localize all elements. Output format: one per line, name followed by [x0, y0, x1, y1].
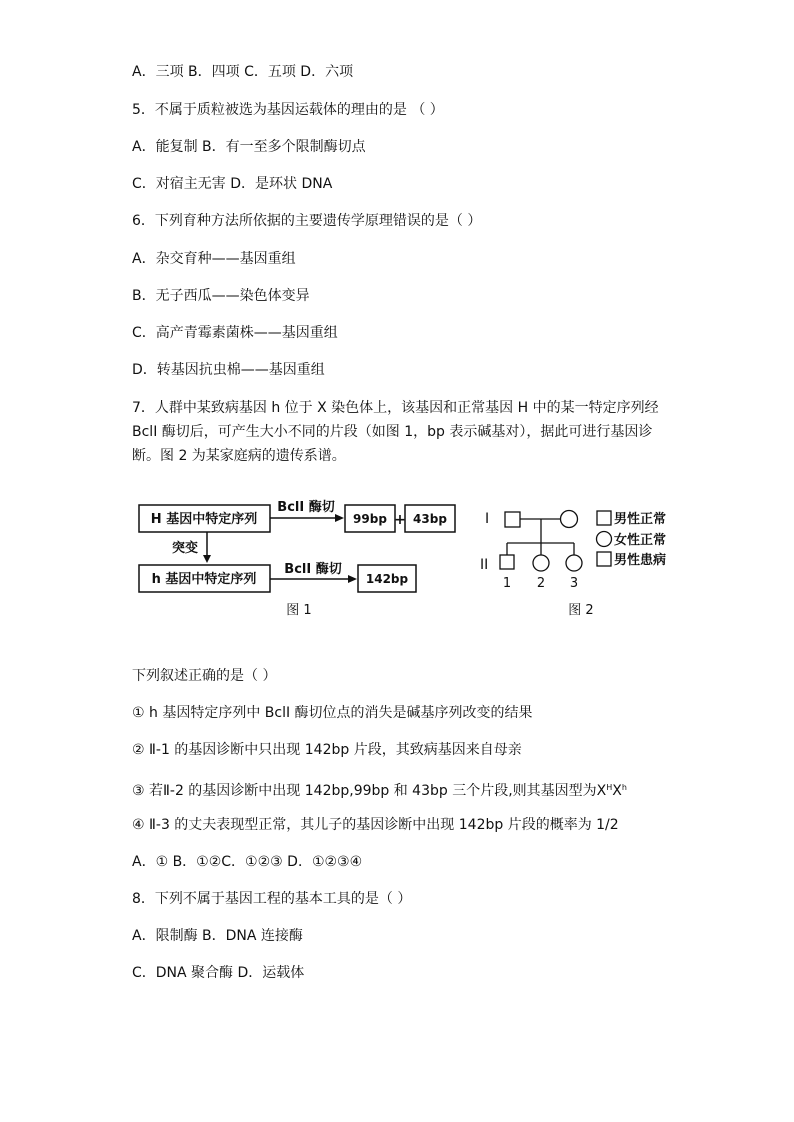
q4-options: A．三项 B．四项 C．五项 D．六项: [132, 64, 354, 80]
fragment-142bp-label: 142bp: [365, 572, 409, 586]
fragment-43bp-label: 43bp: [413, 512, 447, 526]
figure-2-pedigree: [480, 511, 666, 619]
legend-male-normal-symbol: [597, 511, 611, 525]
q7-statement-4: ④ Ⅱ-3 的丈夫表现型正常，其儿子的基因诊断中出现 142bp 片段的概率为 1/2: [132, 817, 619, 833]
h-mutant-sequence-label: h 基因中特定序列: [151, 572, 257, 587]
q7-genotype-sup-2: h: [621, 783, 627, 792]
q7-statement-1: ① h 基因特定序列中 BclI 酶切位点的消失是碱基序列改变的结果: [132, 705, 533, 721]
mutation-arrowhead: [203, 555, 211, 563]
figure-1: [139, 499, 455, 618]
q6-option-c: C．高产青霉素菌株——基因重组: [132, 325, 338, 341]
q7-statement-2: ② Ⅱ-1 的基因诊断中只出现 142bp 片段，其致病基因来自母亲: [132, 742, 522, 758]
q8-options-cd: C．DNA 聚合酶 D．运载体: [132, 965, 305, 981]
legend-male-affected-label: 男性患病: [614, 553, 667, 568]
q7-options: A．① B．①②C．①②③ D．①②③④: [132, 854, 363, 870]
fragment-99bp-label: 99bp: [353, 512, 387, 526]
legend-male-normal-label: 男性正常: [614, 512, 667, 527]
q8-stem: 8．下列不属于基因工程的基本工具的是（ ）: [132, 891, 412, 907]
figure-2-caption: 图 2: [568, 603, 594, 618]
child-1-number: 1: [502, 576, 512, 591]
q8-options-ab: A．限制酶 B．DNA 连接酶: [132, 928, 303, 944]
q6-option-d: D．转基因抗虫棉——基因重组: [132, 362, 325, 378]
child-1-male: [500, 555, 514, 569]
q7-genotype-x2: X: [612, 783, 622, 799]
enzyme-label-lower: BclI 酶切: [284, 562, 342, 577]
q5-options-ab: A．能复制 B．有一至多个限制酶切点: [132, 139, 366, 155]
arrowhead-upper: [335, 514, 344, 522]
legend-male-affected-symbol: [597, 552, 611, 566]
child-3-number: 3: [569, 576, 579, 591]
h-sequence-label: H 基因中特定序列: [150, 512, 258, 527]
mother-normal-female: [561, 511, 578, 528]
q7-statement-3-text: ③ 若Ⅱ-2 的基因诊断中出现 142bp,99bp 和 43bp 三个片段,则其基因型为X: [132, 783, 607, 799]
plus-sign: +: [394, 512, 406, 528]
q7-stem: 7．人群中某致病基因 h 位于 X 染色体上，该基因和正常基因 H 中的某一特定序列经 BclI 酶切后，可产生大小不同的片段（如图 1，bp 表示碱基对），据此可进行基因诊断。图 2 为某家庭病的遗传系谱。: [132, 400, 659, 464]
child-2-number: 2: [536, 576, 546, 591]
q6-stem: 6．下列育种方法所依据的主要遗传学原理错误的是（ ）: [132, 213, 482, 229]
enzyme-label-upper: BclI 酶切: [277, 500, 335, 515]
legend-female-normal-label: 女性正常: [614, 533, 667, 548]
arrowhead-lower: [348, 575, 357, 583]
father-normal-male: [505, 512, 520, 527]
q5-options-cd: C．对宿主无害 D．是环状 DNA: [132, 176, 333, 192]
q6-option-b: B．无子西瓜——染色体变异: [132, 288, 310, 304]
mutation-label: 突变: [172, 541, 199, 556]
legend-female-normal-symbol: [597, 532, 612, 547]
child-2-female: [533, 555, 549, 571]
q6-option-a: A．杂交育种——基因重组: [132, 251, 296, 267]
child-3-female: [566, 555, 582, 571]
generation-1-label: I: [485, 511, 490, 527]
figure-1-caption: 图 1: [286, 603, 312, 618]
q7-ask: 下列叙述正确的是（ ）: [132, 668, 277, 684]
q7-statement-3: [132, 778, 627, 801]
generation-2-label: II: [480, 557, 489, 573]
q7-genotype-sup-1: H: [606, 783, 613, 792]
q5-stem: 5．不属于质粒被选为基因运载体的理由的是 （ ）: [132, 102, 444, 118]
